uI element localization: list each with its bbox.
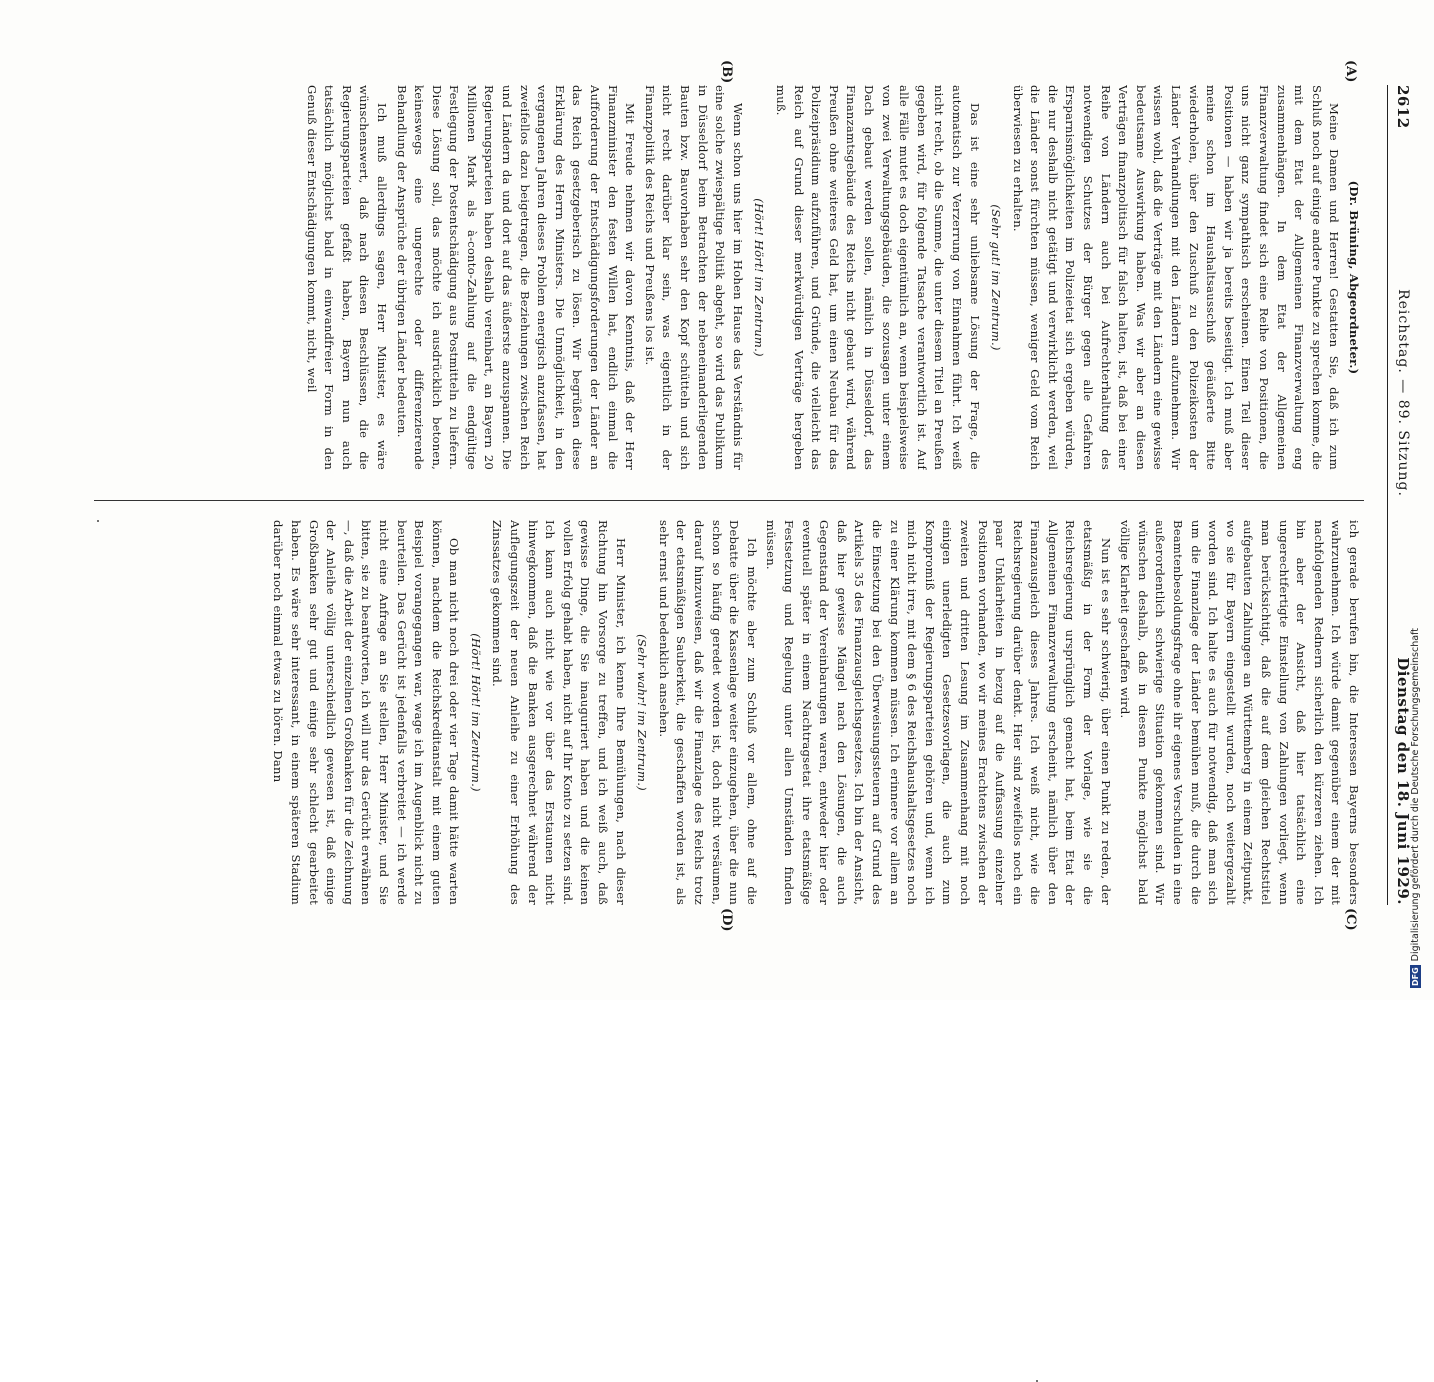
page-number: 2612 xyxy=(1394,85,1412,129)
interjection: (Hört! Hört! im Zentrum.) xyxy=(752,198,767,357)
scan-speck xyxy=(97,520,99,522)
interjection: (Hört! Hört! im Zentrum.) xyxy=(468,633,483,792)
session-date: Dienstag den 18. Juni 1929. xyxy=(1394,657,1412,905)
paragraph: Das ist eine sehr unliebsame Lösung der Frage, die automatisch zur Verzerrung von Einnahmen führt. Ich weiß nicht recht, ob die Summe, die unter diesem Titel an Preußen gegeben wird, für folgende Tatsache verantwortlich ist. Auf alle Fälle mutet es doch eigentümlich an, wenn beispielsweise von zwei Verwaltungsgebäuden, die sozusagen unter einem Dach gebaut werden sollen, nämlich in Düsseldorf, das Finanzamtsgebäude des Reichs nicht gebaut wird, während Preußen ohne weiteres Geld hat, um einen Neubau für das Polizeipräsidium aufzuführen, und Gründe, die vielleicht das Reich auf Grund dieser merkwürdigen Verträge hergeben muß. xyxy=(774,85,982,470)
dfg-logo: DFG xyxy=(1411,967,1420,986)
digitization-credit xyxy=(1410,8,1421,988)
paragraph: ich gerade berufen bin, die Interessen Bayerns besonders wahrzunehmen. Ich würde damit gegenüber einem der mit nachfolgenden Rednern sicherlich den kürzeren ziehen. Ich bin aber der Ansicht, daß hier tatsächlich eine ungerechtfertigte Einstellung von Zahlungen vorliegt, wenn man berücksichtigt, daß die auf dem gleichen Rechtstitel aufgebauten Zahlungen an Württemberg in einem Zeitpunkt, wo sie für Bayern eingestellt wurden, noch weitergezahlt worden sind. Ich halte es auch für notwendig, daß man sich um die Finanzlage der Länder bemühen muß, die durch die Beamtenbesoldungsfrage ohne ihr eigenes Verschulden in eine außerordentlich schwierige Situation gekommen sind. Wir wünschen deshalb, daß in diesem Punkte möglichst bald völlige Klarheit geschaffen wird. xyxy=(1118,520,1361,905)
paragraph: Wenn schon uns hier im Hohen Hause das Verständnis für eine solche zwiespältige Politik abgeht, so wird das Publikum in Düsseldorf beim Betrachten der nebeneinanderliegenden Bauten bzw. Bauvorhaben sehr den Kopf schütteln und sich nicht recht darüber klar sein, was eigentlich in der Finanzpolitik des Reichs und Preußens los ist. xyxy=(642,85,745,470)
session-title: Reichstag. — 89. Sitzung. xyxy=(1395,289,1411,497)
speaker-line: (Dr. Brüning, Abgeordneter.) xyxy=(1347,180,1361,375)
paragraph: Ich möchte aber zum Schluß vor allem, ohne auf die Debatte über die Kassenlage weiter einzugehen, über die nun schon so häufig geredet worden ist, doch nicht versäumen, darauf hinzuweisen, daß wir die Finanzlage des Reichs trotz der etatsmäßigen Sauberkeit, die geschaffen worden ist, als sehr ernst und bedenklich ansehen. xyxy=(656,520,759,905)
paragraph: Ob man nicht noch drei oder vier Tage damit hätte warten können, nachdem die Reichskreditanstalt mit einem guten Beispiel vorangegangen war, wage ich im Augenblick nicht zu beurteilen. Das Gerücht ist jedenfalls verbreitet — ich werde nicht eine Anfrage an Sie stellen, Herr Minister, und Sie bitten, sie zu beantworten, ich will nur das Gerücht erwähnen —, daß die Arbeit der einzelnen Großbanken für die Zeichnung der Anleihe völlig unterschiedlich gewesen ist, daß einige Großbanken sehr gut und einige sehr schlecht gearbeitet haben. Es wäre sehr interessant, in einem späteren Stadium darüber noch einmal etwas zu hören. Dann xyxy=(271,520,462,905)
left-column xyxy=(102,85,1362,470)
paragraph: Nun ist es sehr schwierig, über einen Punkt zu reden, der etatsmäßig in der Form der Vorlage, wie sie die Reichsregierung ursprünglich gemacht hat, beim Etat der Allgemeinen Finanzverwaltung erscheint, nämlich über den Finanzausgleich dieses Jahres. Ich weiß nicht, wie die Reichsregierung darüber denkt. Hier sind zweifellos noch ein paar Unklarheiten in bezug auf die Auffassung einzelner Positionen vorhanden, wo wir meines Erachtens zwischen der zweiten und dritten Lesung im Zusammenhang mit noch einigen unerledigten Gesetzesvorlagen, die auch zum Kompromiß der Regierungsparteien gehören und, wenn ich mich nicht irre, mit dem § 6 des Reichshaushaltsgesetzes noch zu einer Klärung kommen müssen. Ich erinnere vor allem an die Einsetzung bei den Überweisungssteuern auf Grund des Artikels 35 des Finanzausgleichsgesetzes. Ich bin der Ansicht, daß hier gewisse Mängel nach den Lösungen, die auch Gegenstand der Vereinbarungen waren, entweder hier oder eventuell später in einem Nachtragsetat ihre etatsmäßige Festsetzung und Regelung unter allen Umständen finden müssen. xyxy=(764,520,1113,905)
margin-marker-c: (C) xyxy=(1343,908,1358,931)
margin-marker-a: (A) xyxy=(1343,60,1358,83)
paragraph: Ich muß allerdings sagen, Herr Minister, es wäre wünschenswert, daß nach diesen Beschlüssen, die die Regierungsparteien gefaßt haben, Bayern nun auch tatsächlich möglichst bald in einwandfreier Form in den Genuß dieser Entschädigungen kommt, nicht, weil xyxy=(304,85,389,470)
interjection: (Sehr gut! im Zentrum.) xyxy=(989,204,1004,351)
interjection: (Sehr wahr! im Zentrum.) xyxy=(635,634,650,791)
paragraph: Herr Minister, ich kenne Ihre Bemühungen, nach dieser Richtung hin Vorsorge zu treffen, und ich weiß auch, daß gewisse Dinge, die Sie inauguriert haben und die keinen vollen Erfolg gehabt haben, nicht auf Ihr Konto zu setzen sind. Ich kann auch nicht wie vor über das Erstaunen nicht hinwegkommen, daß die Banken ausgerechnet während der Auflegungszeit der neuen Anleihe zu einer Erhöhung des Zinssatzes gekommen sind. xyxy=(490,520,628,905)
paragraph: Meine Damen und Herren! Gestatten Sie, daß ich zum Schluß noch auf einige andere Punkte zu sprechen komme, die mit dem Etat der Allgemeinen Finanzverwaltung eng zusammenhängen. In dem Etat der Allgemeinen Finanzverwaltung findet sich eine Reihe von Positionen, die uns nicht ganz sympathisch erscheinen. Einen Teil dieser Positionen — haben wir ja bereits beseitigt. Ich muß aber meine schon im Haushaltsausschuß geäußerte Bitte wiederholen, über den Zuschuß zu den Polizeikosten der Länder Verhandlungen mit den Ländern aufzunehmen. Wir wissen wohl, daß die Verträge mit den Ländern eine gewisse bedeutsame Auswirkung haben. Was wir aber an diesen Verträgen finanzpolitisch für falsch halten, ist, daß bei einer Reihe von Ländern auch bei Aufrechterhaltung des notwendigen Schutzes der Bürger gegen alle Gefahren Ersparnismöglichkeiten im Polizeietat sich ergeben würden, die nur deshalb nicht getätigt und verwirklicht werden, weil die Länder sonst fürchten müssen, weniger Geld vom Reich überwiesen zu erhalten. xyxy=(1010,85,1342,470)
margin-marker-d: (D) xyxy=(719,908,734,932)
credit-text: Digitalisierung gefördert durch die Deutsche Forschungsgemeinschaft xyxy=(1410,628,1421,962)
column-divider xyxy=(94,500,1364,501)
margin-marker-b: (B) xyxy=(719,60,734,84)
right-column xyxy=(102,520,1362,905)
paragraph: Mit Freude nehmen wir davon Kenntnis, daß der Herr Finanzminister den festen Willen hat, endlich einmal die Aufforderung der Entschädigungsforderungen der Länder an das Reich gesetzgeberisch zu lösen. Wir begrüßen diese Erklärung des Herrn Ministers. Die Unmöglichkeit, in den vergangenen Jahren dieses Problem energisch anzufassen, hat zweifellos dazu beigetragen, die Beziehungen zwischen Reich und Ländern da und dort auf das äußerste anzuspannen. Die Regierungsparteien haben deshalb vereinbart, an Bayern 20 Millionen Mark als à-conto-Zahlung auf die endgültige Festlegung der Postentschädigung aus Postmitteln zu liefern. Diese Lösung soll, das möchte ich ausdrücklich betonen, keineswegs eine ungerechte oder differenzierende Behandlung der Ansprüche der übrigen Länder bedeuten. xyxy=(394,85,638,470)
